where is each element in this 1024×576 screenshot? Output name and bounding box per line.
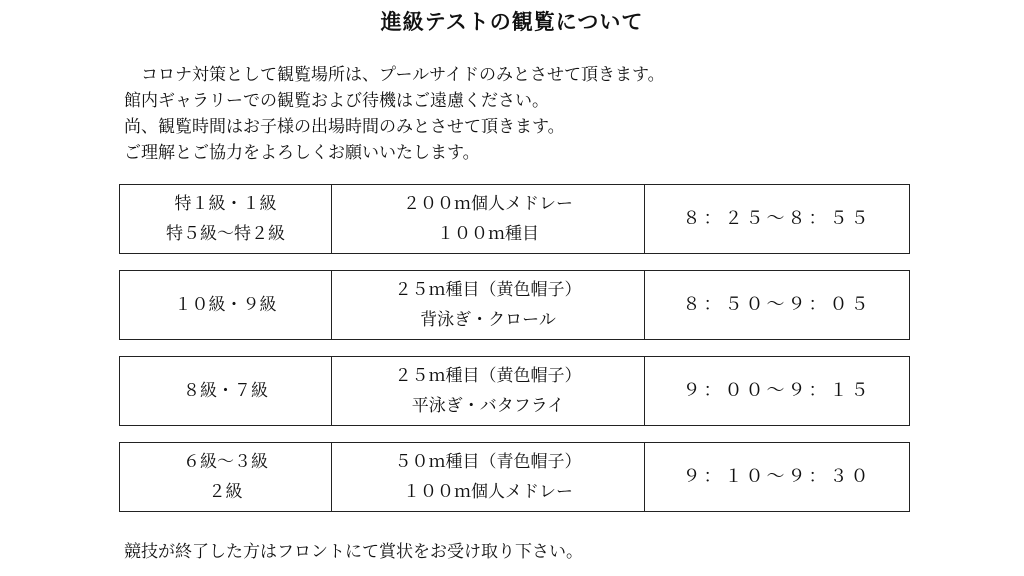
grade-cell [120, 271, 331, 339]
grade-line: ８級・７級 [183, 381, 268, 401]
event-line: １００ｍ種目 [437, 224, 539, 244]
schedule-row [119, 270, 910, 340]
event-line: ２５ｍ種目（黄色帽子） [394, 280, 582, 300]
event-line: 平泳ぎ・バタフライ [411, 396, 565, 416]
schedule-row [119, 442, 910, 512]
schedule-row [119, 184, 910, 254]
event-line: １００ｍ個人メドレー [403, 482, 573, 502]
time-cell: ９：００〜９：１５ [644, 357, 909, 425]
event-line: 背泳ぎ・クロール [420, 310, 556, 330]
schedule-table [119, 184, 910, 512]
intro-line: 館内ギャラリーでの観覧および待機はご遠慮ください。 [124, 91, 549, 111]
time-cell: ８：５０〜９：０５ [644, 271, 909, 339]
time-cell: ９：１０〜９：３０ [644, 443, 909, 511]
grade-line: １０級・９級 [174, 295, 277, 315]
event-cell [331, 271, 644, 339]
event-cell [331, 357, 644, 425]
grade-cell [120, 185, 331, 253]
event-line: ２５ｍ種目（黄色帽子） [394, 366, 582, 386]
grade-line: 特５級〜特２級 [166, 224, 285, 244]
time-cell: ８：２５〜８：５５ [644, 185, 909, 253]
grade-line: 特１級・１級 [174, 194, 277, 214]
intro-line: 尚、観覧時間はお子様の出場時間のみとさせて頂きます。 [124, 117, 565, 137]
grade-cell [120, 443, 331, 511]
intro-line: コロナ対策として観覧場所は、プールサイドのみとさせて頂きます。 [141, 65, 665, 85]
page-title: 進級テストの観覧について [380, 10, 644, 34]
event-cell [331, 185, 644, 253]
grade-line: ２級 [208, 482, 243, 502]
schedule-row [119, 356, 910, 426]
grade-cell [120, 357, 331, 425]
intro-paragraph [124, 62, 924, 166]
intro-line: ご理解とご協力をよろしくお願いいたします。 [124, 143, 480, 163]
footer-note: 競技が終了した方はフロントにて賞状をお受け取り下さい。 [124, 542, 583, 562]
grade-line: ６級〜３級 [183, 452, 268, 472]
event-line: ２００ｍ個人メドレー [403, 194, 573, 214]
event-cell [331, 443, 644, 511]
event-line: ５０ｍ種目（青色帽子） [394, 452, 582, 472]
